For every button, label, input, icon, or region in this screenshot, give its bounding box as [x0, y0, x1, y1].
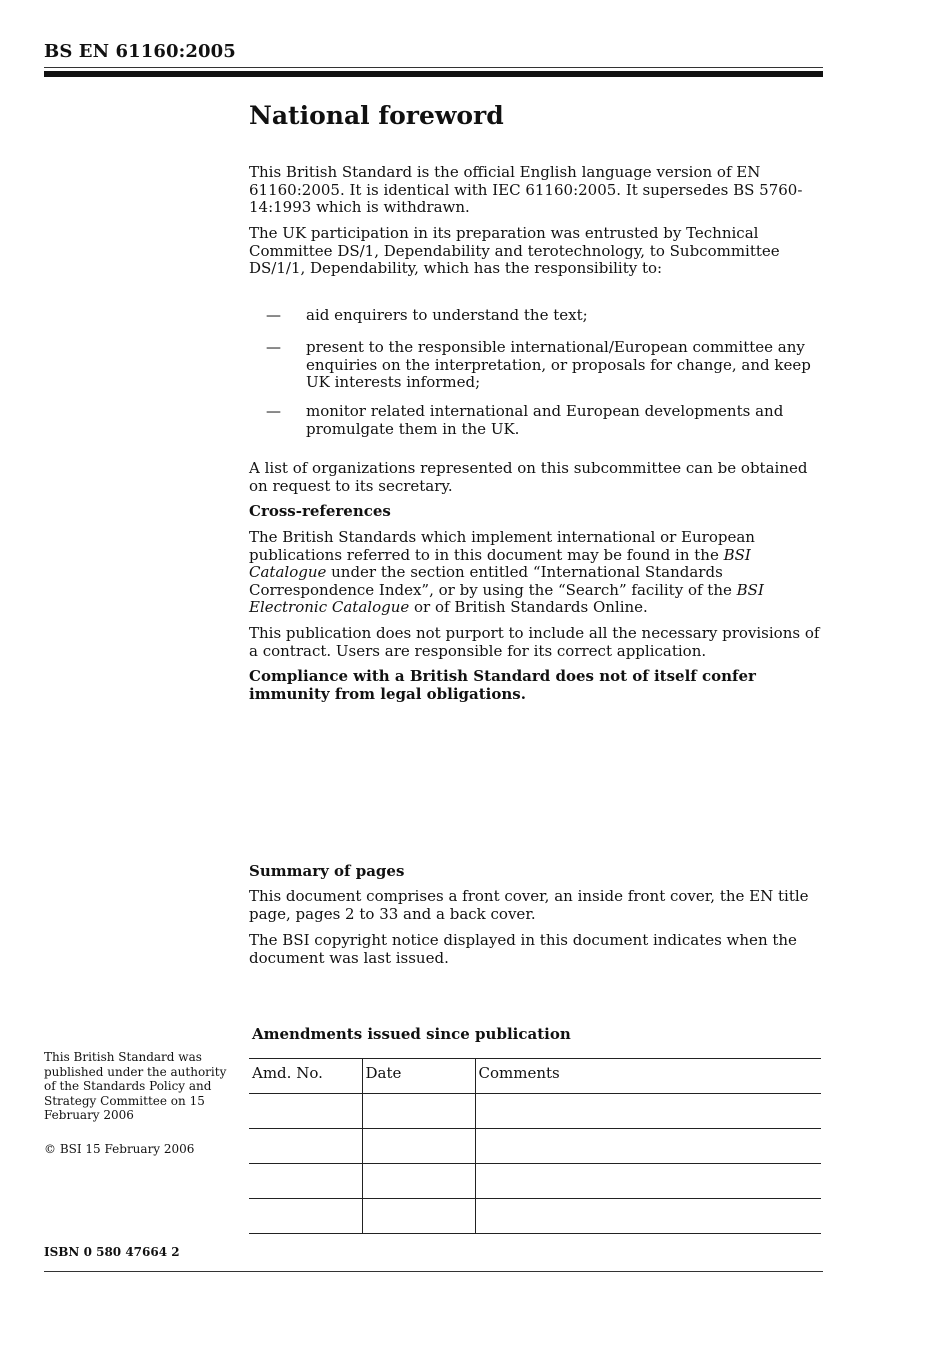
- bullet-dash: —: [266, 402, 281, 420]
- amendments-table: [249, 1058, 821, 1234]
- bsi-electronic-catalogue-ref: BSI Electronic Catalogue: [249, 580, 764, 616]
- bullet-item-2: present to the responsible international/European committee any enquiries on the interpretation, or proposals for change, and keep UK interests informed;: [306, 338, 811, 391]
- organizations-paragraph: A list of organizations represented on this subcommittee can be obtained on request to its secretary.: [249, 459, 808, 495]
- cross-references-heading: Cross-references: [249, 502, 391, 520]
- column-header: Comments: [475, 1059, 821, 1094]
- column-header: Amd. No.: [249, 1059, 362, 1094]
- bsi-catalogue-ref: BSI Catalogue: [249, 545, 751, 581]
- amendments-title: Amendments issued since publication: [252, 1025, 571, 1043]
- column-header: Date: [362, 1059, 475, 1094]
- bullet-dash: —: [266, 306, 281, 324]
- header-rule-thin: [44, 67, 823, 68]
- table-row: [249, 1094, 821, 1129]
- table-row: [249, 1129, 821, 1164]
- table-header-row: [249, 1059, 821, 1094]
- isbn: ISBN 0 580 47664 2: [44, 1245, 180, 1259]
- table-row: [249, 1164, 821, 1199]
- footer-rule: [44, 1271, 823, 1272]
- bullet-dash: —: [266, 338, 281, 356]
- bullet-item-1: aid enquirers to understand the text;: [306, 306, 588, 324]
- document-code: BS EN 61160:2005: [44, 41, 236, 62]
- bullet-item-3: monitor related international and European developments and promulgate them in the UK.: [306, 402, 784, 438]
- header-rule-thick: [44, 71, 823, 77]
- copyright-note: © BSI 15 February 2006: [44, 1142, 195, 1156]
- summary-paragraph: This document comprises a front cover, an inside front cover, the EN title page, pages 2 to 33 and a back cover.: [249, 887, 809, 923]
- summary-heading: Summary of pages: [249, 862, 405, 880]
- table-row: [249, 1199, 821, 1234]
- provisions-paragraph: This publication does not purport to include all the necessary provisions of a contract. Users are responsible for its correct application.: [249, 624, 820, 660]
- page-title: National foreword: [249, 101, 504, 130]
- participation-paragraph: The UK participation in its preparation was entrusted by Technical Committee DS/1, Dependability and terotechnology, to Subcommittee DS/1/1, Dependability, which has the responsibility to:: [249, 224, 780, 277]
- authority-note: This British Standard was published under the authority of the Standards Policy and Strategy Committee on 15 February 2006: [44, 1050, 227, 1122]
- intro-paragraph: This British Standard is the official English language version of EN 61160:2005. It is identical with IEC 61160:2005. It supersedes BS 5760-14:1993 which is withdrawn.: [249, 163, 803, 216]
- cross-references-paragraph: The British Standards which implement international or European publications referred to in this document may be found in the BSI Catalogue under the section entitled “International Standards Correspondence Index”, or by using the “Search” facility of the BSI Electronic Catalogue or of British Standards Online.: [249, 528, 764, 616]
- compliance-statement: Compliance with a British Standard does not of itself confer immunity from legal obligations.: [249, 667, 756, 703]
- copyright-notice-paragraph: The BSI copyright notice displayed in this document indicates when the document was last issued.: [249, 931, 797, 967]
